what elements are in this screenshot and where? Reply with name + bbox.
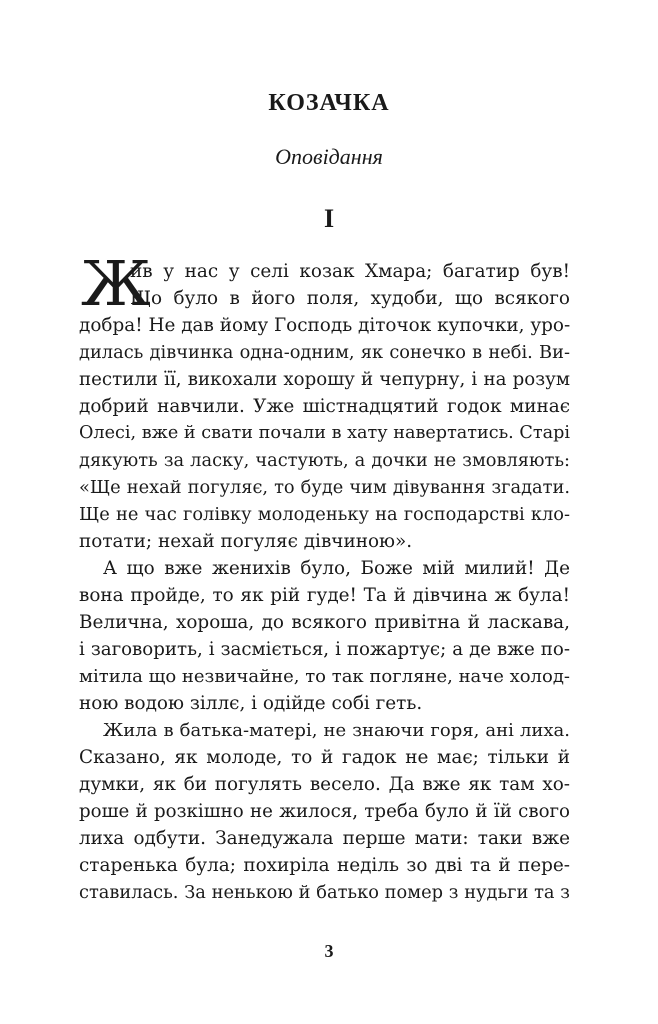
text-line: мітила що незвичайне, то так погляне, наче холод- bbox=[79, 666, 570, 687]
story-subtitle: Оповідання bbox=[275, 144, 383, 169]
text-line: Що було в його поля, худоби, що всякого bbox=[130, 288, 570, 309]
text-line: Велична, хороша, до всякого привітна й ласкава, bbox=[79, 612, 570, 633]
text-line: «Ще нехай погуляє, то буде чим дівування згадати. bbox=[79, 477, 570, 498]
text-line: лиха одбути. Занедужала перше мати: таки вже bbox=[79, 828, 570, 849]
story-title: КОЗАЧКА bbox=[268, 90, 390, 116]
page-number: 3 bbox=[324, 941, 334, 961]
text-line: ставилась. За ненькою й батько помер з нудьги та з bbox=[79, 882, 570, 903]
text-line: добрий навчили. Уже шістнадцятий годок минає bbox=[79, 396, 570, 417]
text-line: роше й розкішно не жилося, треба було й їй свого bbox=[79, 801, 570, 822]
text-line: Сказано, як молоде, то й гадок не має; тільки й bbox=[79, 747, 570, 768]
chapter-number: I bbox=[323, 204, 335, 233]
drop-cap: Ж bbox=[81, 247, 151, 320]
text-line: вона пройде, то як рій гуде! Та й дівчина ж була! bbox=[79, 585, 570, 606]
text-line: ною водою зіллє, і одійде собі геть. bbox=[79, 693, 423, 714]
text-line: дилась дівчинка одна-одним, як сонечко в небі. Ви- bbox=[79, 342, 570, 363]
text-line: пестили її, викохали хорошу й чепурну, і на розум bbox=[79, 369, 570, 390]
text-line: ив у нас у селі козак Хмара; багатир був! bbox=[130, 261, 570, 282]
text-line: добра! Не дав йому Господь діточок купочки, уро- bbox=[79, 315, 571, 336]
text-line: старенька була; похиріла неділь зо дві та й пере- bbox=[79, 855, 570, 876]
text-line: думки, як би погулять весело. Да вже як там хо- bbox=[79, 774, 570, 795]
text-line: дякують за ласку, частують, а дочки не змовляють: bbox=[79, 450, 570, 471]
text-line: Жила в батька-матері, не знаючи горя, ані лиха. bbox=[103, 720, 570, 741]
text-line: Ще не час голівку молоденьку на господарстві кло- bbox=[79, 504, 570, 525]
text-line: і заговорить, і засміється, і пожартує; а де вже по- bbox=[79, 639, 570, 660]
text-line: А що вже женихів було, Боже мій милий! Де bbox=[103, 558, 570, 579]
text-line: Олесі, вже й свати почали в хату навертатись. Старі bbox=[79, 423, 570, 443]
text-line: потати; нехай погуляє дівчиною». bbox=[79, 531, 413, 552]
